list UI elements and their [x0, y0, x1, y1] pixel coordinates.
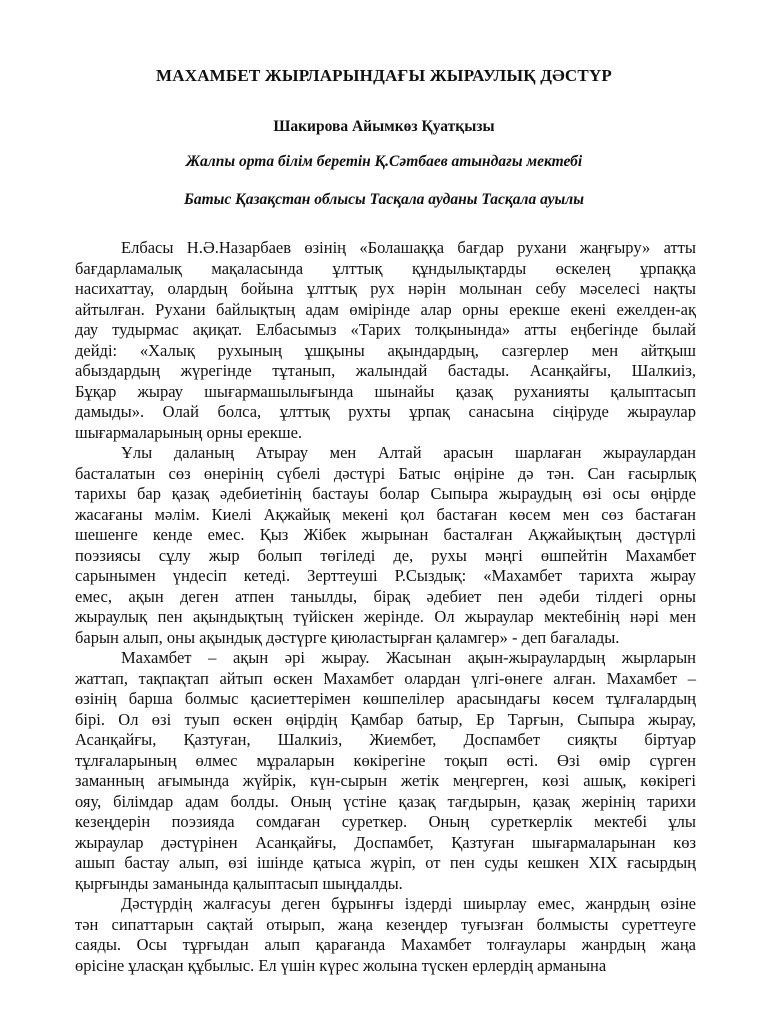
- paragraph-line: поэзиясы сұлу жыр болып төгіледі де, рухы мәңгі өшпейтін Махамбет: [75, 545, 696, 565]
- paragraph-line: Асанқайғы, Қазтуған, Шалкиіз, Жиембет, Доспамбет сияқты біртуар: [75, 730, 696, 749]
- paragraph-line: дау тудырмас ақиқат. Елбасымыз «Тарих толқынында» атты еңбегінде былай: [75, 320, 696, 339]
- body-paragraph: [75, 238, 696, 443]
- paragraph-line: дамыды». Олай болса, ұлттық рухты ұрпақ санасына сіңіруде жыраулар: [75, 402, 696, 421]
- paragraph-line: қырғынды заманында қалыптасып шыңдалды.: [75, 873, 403, 893]
- paragraph-line: Елбасы Н.Ә.Назарбаев өзінің «Болашаққа бағдар рухани жаңғыру» атты: [121, 238, 696, 257]
- paragraph-line: жаттап, тақпақтап айтып өскен Махамбет олардан үлгі-өнеге алған. Махамбет –: [75, 668, 696, 688]
- paragraph-line: тұлғаларының өлмес мұраларын көкірегіне тоқып өсті. Өзі өмір сүрген: [75, 750, 696, 770]
- paragraph-line: Дәстүрдің жалғасуы деген бұрынғы іздерді шиырлау емес, жанрдың өзіне: [121, 894, 696, 913]
- paragraph-line: шешенге кенде емес. Қыз Жібек жырынан басталған Ақжайықтың дәстүрлі: [75, 525, 696, 544]
- paragraph-line: дейді: «Халық рухының ұшқыны ақындардың, сазгерлер мен айтқыш: [75, 340, 696, 360]
- paragraph-line: саяды. Осы тұрғыдан алып қарағанда Махамбет толғаулары жанрдың жаңа: [75, 935, 696, 954]
- paragraph-line: басталатын сөз өнерінің сүбелі дәстүрі Батыс өңіріне дә тән. Сан ғасырлық: [75, 463, 696, 483]
- paragraph-line: өрісіне ұласқан құбылыс. Ел үшін күрес жолына түскен ерлердің арманына: [75, 955, 607, 975]
- school-affiliation: Жалпы орта білім беретін Қ.Сәтбаев атындағы мектебі: [185, 153, 583, 170]
- paragraph-line: Бұқар жырау шығармашылығында шынайы қазақ руханияты қалыптасып: [75, 381, 696, 401]
- paragraph-line: шығармаларының орны ерекше.: [75, 422, 303, 442]
- paragraph-line: жасағаны мәлім. Киелі Ақжайық мекені қол бастаған көсем мен сөз бастаған: [75, 504, 696, 524]
- paragraph-line: насихаттау, олардың бойына ұлттық рух нәрін молынан себу мәселесі нақты: [75, 279, 696, 298]
- paragraph-line: айтылған. Рухани байлықтың адам өмірінде алар орны ерекше екені ежелден-ақ: [75, 299, 696, 319]
- paragraph-line: жыраулар дәстүрінен Асанқайғы, Доспамбет, Қазтуған шығармаларынан көз: [75, 832, 696, 852]
- paragraph-line: барын алып, оны ақындық дәстүрге қиюластырған қаламгер» - деп бағалады.: [75, 627, 620, 647]
- paragraph-line: бірі. Ол өзі туып өскен өңірдің Қамбар батыр, Ер Тарғын, Сыпыра жырау,: [75, 709, 696, 729]
- paragraph-line: жыраулық пен ақындықтың түйіскен жерінде. Ол жыраулар мектебінің нәрі мен: [75, 607, 696, 626]
- paragraph-line: кезеңдерін поэзияда сомдаған суреткер. Оның суреткерлік мектебі ұлы: [75, 812, 696, 831]
- paragraph-line: бағдарламалық мақаласында ұлттық құндылықтарды өскелең ұрпаққа: [75, 258, 696, 278]
- paragraph-line: емес, ақын деген атпен танылды, бірақ әдебиет пен әдеби тілдегі орны: [75, 586, 696, 606]
- location-line: Батыс Қазақстан облысы Тасқала ауданы Тасқала ауылы: [184, 191, 584, 208]
- paragraph-line: абыздардың жүрегінде тұтанып, жалындай бастады. Асанқайғы, Шалкиіз,: [75, 361, 696, 380]
- paragraph-line: ашып бастау алып, өзі ішінде қатыса жүріп, от пен суды кешкен XIX ғасырдың: [75, 853, 696, 872]
- body-text: [75, 238, 696, 976]
- body-paragraph: [75, 894, 696, 976]
- body-paragraph: [75, 648, 696, 894]
- paragraph-line: ояу, білімдар адам болды. Оның үстіне қазақ тағдырын, қазақ жерінің тарихи: [75, 791, 696, 811]
- paragraph-line: Махамбет – ақын әрі жырау. Жасынан ақын-жыраулардың жырларын: [121, 648, 696, 667]
- paragraph-line: тән сипаттарын сақтай отырып, жаңа кезеңдер туғызған болмысты суреттеуге: [75, 914, 696, 934]
- paragraph-line: сарынымен үндесіп кетеді. Зерттеуші Р.Сыздық: «Махамбет тарихта жырау: [75, 566, 696, 585]
- paragraph-line: Ұлы даланың Атырау мен Алтай арасын шарлаған жыраулардан: [121, 443, 696, 462]
- document-title: МАХАМБЕТ ЖЫРЛАРЫНДАҒЫ ЖЫРАУЛЫҚ ДӘСТҮР: [156, 66, 612, 85]
- author-name: Шакирова Айымкөз Қуатқызы: [273, 118, 495, 135]
- body-paragraph: [75, 443, 696, 648]
- paragraph-line: тарихы бар қазақ әдебиетінің бастауы болар Сыпыра жыраудың өзі осы өңірде: [75, 484, 696, 503]
- paragraph-line: өзінің барша болмыс қасиеттерімен көшпелілер арасындағы көсем тұлғалардың: [75, 689, 696, 708]
- paragraph-line: заманның ағымында жүйрік, күн-сырын жетік меңгерген, көзі ашық, көкірегі: [75, 771, 696, 790]
